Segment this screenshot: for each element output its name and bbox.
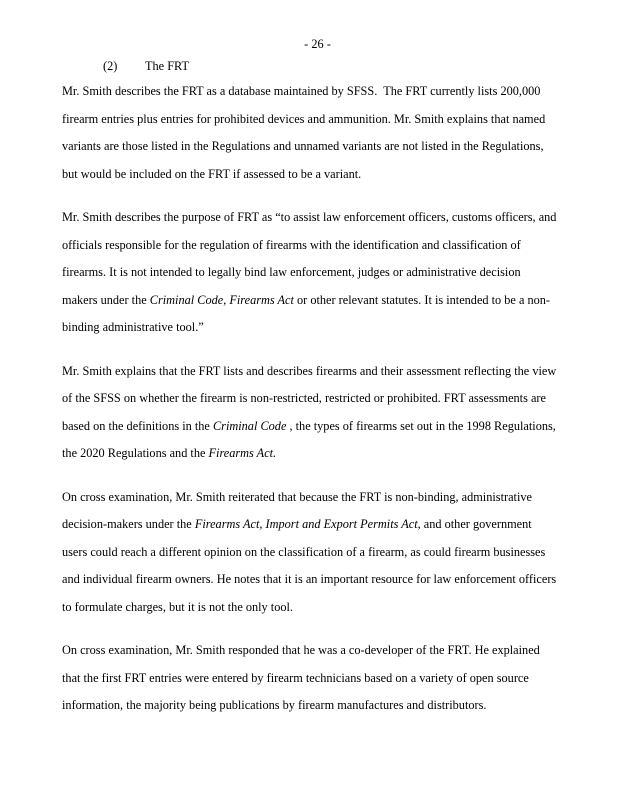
text-line: [62, 539, 573, 567]
text-segment: and individual firearm owners. He notes that it is an important resource for law enforcement officers: [62, 572, 557, 586]
paragraph: [62, 78, 573, 188]
paragraph: [62, 637, 573, 720]
text-line: [62, 385, 573, 413]
text-line: [62, 594, 573, 622]
section-heading-title: The FRT: [145, 59, 190, 73]
text-segment: information, the majority being publications by firearm manufactures and distributors.: [62, 698, 487, 712]
text-segment: or other relevant statutes. It is intended to be a non-: [293, 292, 551, 307]
text-segment: makers under the: [62, 292, 150, 307]
text-line: [62, 511, 573, 539]
text-line: [62, 692, 573, 720]
text-segment: officials responsible for the regulation of firearms with the identification and classification of: [62, 237, 521, 252]
text-line: [62, 204, 573, 232]
page-number: - 26 -: [304, 37, 331, 51]
text-line: [62, 566, 573, 594]
text-line: [62, 78, 573, 106]
text-segment: users could reach a different opinion on the classification of a firearm, as could firearm businesses: [62, 544, 546, 559]
text-line: [62, 440, 573, 468]
text-segment: firearms. It is not intended to legally bind law enforcement, judges or administrative decision: [62, 265, 521, 279]
text-segment: decision-makers under the: [62, 517, 195, 531]
italic-text-segment: Firearms Act, Import and Export Permits Act: [194, 517, 418, 531]
text-line: [62, 665, 573, 693]
text-segment: firearm entries plus entries for prohibited devices and ammunition. Mr. Smith explains that named: [62, 111, 546, 126]
italic-text-segment: Firearms Act.: [208, 446, 277, 460]
document-body: [62, 78, 573, 720]
text-segment: Mr. Smith describes the purpose of FRT as “to assist law enforcement officers, customs officers, and: [62, 210, 557, 224]
text-line: [62, 106, 573, 134]
text-line: [62, 133, 573, 161]
text-segment: , and other government: [417, 517, 532, 531]
text-segment: , the types of firearms set out in the 1998 Regulations,: [286, 418, 556, 433]
text-line: [62, 637, 573, 665]
text-line: [62, 314, 573, 342]
text-segment: binding administrative tool.”: [62, 320, 204, 334]
section-heading: [62, 58, 573, 74]
paragraph: [62, 484, 573, 622]
text-line: [62, 161, 573, 189]
paragraph: [62, 358, 573, 468]
text-segment: On cross examination, Mr. Smith reiterated that because the FRT is non-binding, administrative: [62, 489, 532, 504]
text-line: [62, 484, 573, 512]
text-segment: of the SFSS on whether the firearm is non-restricted, restricted or prohibited. FRT assessments are: [62, 391, 546, 405]
text-segment: variants are those listed in the Regulations and unnamed variants are not listed in the Regulations,: [62, 139, 544, 153]
text-line: [62, 413, 573, 441]
text-segment: to formulate charges, but it is not the only tool.: [62, 599, 293, 614]
section-heading-number: (2): [103, 59, 118, 73]
text-line: [62, 232, 573, 260]
paragraph: [62, 204, 573, 342]
text-segment: that the first FRT entries were entered by firearm technicians based on a variety of open source: [62, 670, 529, 685]
text-segment: the 2020 Regulations and the: [62, 446, 209, 460]
text-segment: Mr. Smith explains that the FRT lists and describes firearms and their assessment reflecting the view: [62, 363, 557, 378]
text-segment: Mr. Smith describes the FRT as a database maintained by SFSS. The FRT currently lists 200,000: [62, 84, 541, 98]
italic-text-segment: Criminal Code, Firearms Act: [149, 292, 294, 307]
text-line: [62, 287, 573, 315]
italic-text-segment: Criminal Code: [212, 418, 287, 433]
text-segment: based on the definitions in the: [62, 418, 213, 433]
text-line: [62, 358, 573, 386]
text-segment: but would be included on the FRT if assessed to be a variant.: [62, 166, 362, 181]
text-line: [62, 259, 573, 287]
text-segment: On cross examination, Mr. Smith responded that he was a co-developer of the FRT. He explained: [62, 643, 540, 657]
